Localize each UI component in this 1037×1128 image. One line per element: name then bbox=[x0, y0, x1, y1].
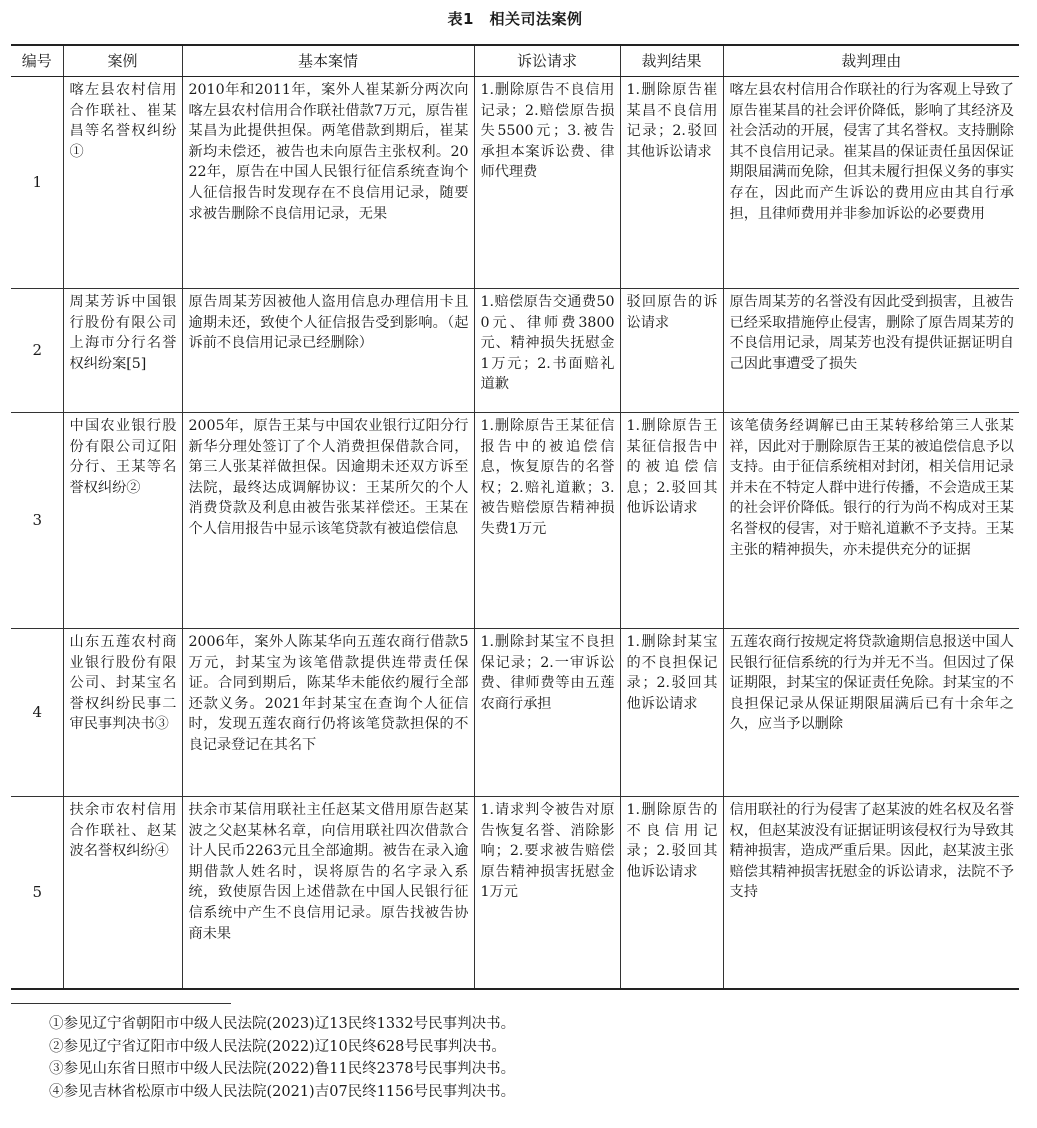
header-number: 编号 bbox=[11, 45, 63, 77]
header-claims: 诉讼请求 bbox=[474, 45, 620, 77]
footnote: ③参见山东省日照市中级人民法院(2022)鲁11民终2378号民事判决书。 bbox=[49, 1061, 516, 1077]
table-row bbox=[11, 797, 1019, 989]
cell-facts: 2006年，案外人陈某华向五莲农商行借款5万元，封某宝为该笔借款提供连带责任保证。合同到期后，陈某华未能依约履行全部还款义务。2021年封某宝在查询个人征信时，发现五莲农商行仍将该笔贷款担保的不良记录登记在其名下 bbox=[182, 629, 474, 797]
cell-number: 5 bbox=[11, 797, 63, 989]
table-caption: 表1 相关司法案例 bbox=[447, 10, 583, 28]
cell-reason: 五莲农商行按规定将贷款逾期信息报送中国人民银行征信系统的行为并无不当。但因过了保证期限，封某宝的保证责任免除。封某宝的不良担保记录从保证期限届满后已有十余年之久，应当予以删除 bbox=[723, 629, 1019, 797]
cell-reason: 喀左县农村信用合作联社的行为客观上导致了原告崔某昌的社会评价降低，影响了其经济及社会活动的开展，侵害了其名誉权。支持删除其不良信用记录。崔某昌的保证责任虽因保证期限届满而免除，但其未履行担保义务的事实存在，因此而产生诉讼的费用应由其自行承担，且律师费用并非参加诉讼的必要费用 bbox=[723, 77, 1019, 289]
cell-case: 中国农业银行股份有限公司辽阳分行、王某等名誉权纠纷② bbox=[63, 413, 182, 629]
header-case: 案例 bbox=[63, 45, 182, 77]
cell-claims: 1.请求判令被告对原告恢复名誉、消除影响；2.要求被告赔偿原告精神损害抚慰金1万元 bbox=[474, 797, 620, 989]
cell-case: 周某芳诉中国银行股份有限公司上海市分行名誉权纠纷案[5] bbox=[63, 289, 182, 413]
cell-number: 1 bbox=[11, 77, 63, 289]
cell-reason: 该笔债务经调解已由王某转移给第三人张某祥，因此对于删除原告王某的被追偿信息予以支持。由于征信系统相对封闭，相关信用记录并未在不特定人群中进行传播，不会造成王某的社会评价降低。银行的行为尚不构成对王某名誉权的侵害，对于赔礼道歉不予支持。王某主张的精神损失，亦未提供充分的证据 bbox=[723, 413, 1019, 629]
header-row bbox=[11, 45, 1019, 77]
cell-number: 3 bbox=[11, 413, 63, 629]
cell-number: 4 bbox=[11, 629, 63, 797]
cell-claims: 1.删除封某宝不良担保记录；2.一审诉讼费、律师费等由五莲农商行承担 bbox=[474, 629, 620, 797]
table-row bbox=[11, 77, 1019, 289]
cell-reason: 原告周某芳的名誉没有因此受到损害，且被告已经采取措施停止侵害，删除了原告周某芳的不良信用记录，周某芳也没有提供证据证明自己因此事遭受了损失 bbox=[723, 289, 1019, 413]
cell-result: 驳回原告的诉讼请求 bbox=[620, 289, 723, 413]
cell-case: 扶余市农村信用合作联社、赵某波名誉权纠纷④ bbox=[63, 797, 182, 989]
cell-facts: 扶余市某信用联社主任赵某文借用原告赵某波之父赵某林名章，向信用联社四次借款合计人民币2263元且全部逾期。被告在录入逾期借款人姓名时，误将原告的名字录入系统，致使原告因上述借款在中国人民银行征信系统中产生不良信用记录。原告找被告协商未果 bbox=[182, 797, 474, 989]
header-facts: 基本案情 bbox=[182, 45, 474, 77]
table-row bbox=[11, 289, 1019, 413]
footnote: ①参见辽宁省朝阳市中级人民法院(2023)辽13民终1332号民事判决书。 bbox=[49, 1016, 516, 1032]
header-reason: 裁判理由 bbox=[723, 45, 1019, 77]
footnote-divider bbox=[11, 1003, 231, 1004]
judicial-cases-table bbox=[11, 44, 1019, 990]
cell-result: 1.删除原告王某征信报告中的被追偿信息；2.驳回其他诉讼请求 bbox=[620, 413, 723, 629]
header-result: 裁判结果 bbox=[620, 45, 723, 77]
cell-claims: 1.删除原告王某征信报告中的被追偿信息，恢复原告的名誉权；2.赔礼道歉；3.被告赔偿原告精神损失费1万元 bbox=[474, 413, 620, 629]
cell-facts: 2010年和2011年，案外人崔某新分两次向喀左县农村信用合作联社借款7万元，原告崔某昌为此提供担保。两笔借款到期后，崔某新均未偿还，被告也未向原告主张权利。2022年，原告在中国人民银行征信系统查询个人征信报告时发现存在不良信用记录，随要求被告删除不良信用记录，无果 bbox=[182, 77, 474, 289]
cell-reason: 信用联社的行为侵害了赵某波的姓名权及名誉权，但赵某波没有证据证明该侵权行为导致其精神损害，造成严重后果。因此，赵某波主张赔偿其精神损害抚慰金的诉讼请求，法院不予支持 bbox=[723, 797, 1019, 989]
cell-result: 1.删除封某宝的不良担保记录；2.驳回其他诉讼请求 bbox=[620, 629, 723, 797]
cell-result: 1.删除原告的不良信用记录；2.驳回其他诉讼请求 bbox=[620, 797, 723, 989]
footnotes bbox=[49, 1013, 515, 1103]
table-row bbox=[11, 629, 1019, 797]
cell-claims: 1.赔偿原告交通费500元、律师费3800元、精神损失抚慰金1万元；2.书面赔礼道歉 bbox=[474, 289, 620, 413]
cell-result: 1.删除原告崔某昌不良信用记录；2.驳回其他诉讼请求 bbox=[620, 77, 723, 289]
cell-facts: 2005年，原告王某与中国农业银行辽阳分行新华分理处签订了个人消费担保借款合同，第三人张某祥做担保。因逾期未还双方诉至法院，最终达成调解协议：王某所欠的个人消费贷款及利息由被告张某祥偿还。王某在个人信用报告中显示该笔贷款有被追偿信息 bbox=[182, 413, 474, 629]
footnote: ④参见吉林省松原市中级人民法院(2021)吉07民终1156号民事判决书。 bbox=[49, 1083, 516, 1100]
cell-claims: 1.删除原告不良信用记录；2.赔偿原告损失5500元；3.被告承担本案诉讼费、律师代理费 bbox=[474, 77, 620, 289]
cell-facts: 原告周某芳因被他人盗用信息办理信用卡且逾期未还，致使个人征信报告受到影响。（起诉前不良信用记录已经删除） bbox=[182, 289, 474, 413]
table-row bbox=[11, 413, 1019, 629]
footnote: ②参见辽宁省辽阳市中级人民法院(2022)辽10民终628号民事判决书。 bbox=[49, 1038, 506, 1055]
cell-case: 喀左县农村信用合作联社、崔某昌等名誉权纠纷① bbox=[63, 77, 182, 289]
cell-number: 2 bbox=[11, 289, 63, 413]
cell-case: 山东五莲农村商业银行股份有限公司、封某宝名誉权纠纷民事二审民事判决书③ bbox=[63, 629, 182, 797]
